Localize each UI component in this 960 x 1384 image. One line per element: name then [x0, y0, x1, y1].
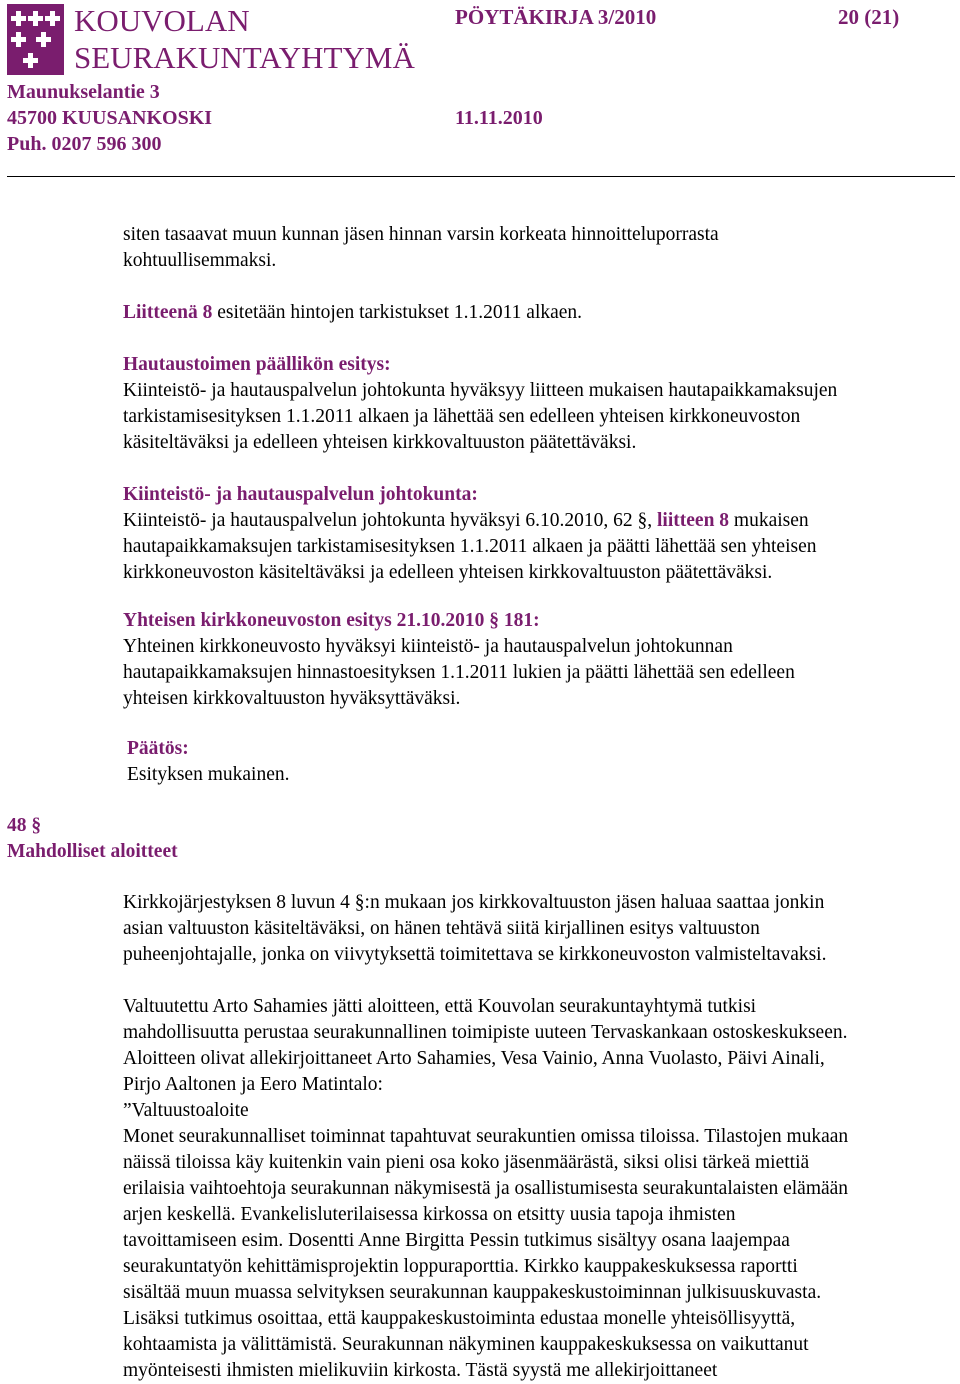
board-heading: Kiinteistö- ja hautauspalvelun johtokunta: [123, 484, 478, 505]
text-line: Lisäksi tutkimus osoittaa, että kauppakeskustoiminta edustaa monelle yhteisöllisyyttä, [123, 1308, 796, 1329]
text-line [123, 508, 958, 534]
council-section [123, 608, 958, 712]
org-name [74, 2, 415, 76]
text-line: hautapaikkamaksujen tarkistamisesityksen 1.1.2011 alkaen ja päätti lähettää sen yhteisen [123, 536, 817, 557]
text-line: Kiinteistö- ja hautauspalvelun johtokunta hyväksyy liitteen mukaisen hautapaikkamaksujen [123, 380, 838, 401]
text-line: näissä tiloissa käy kuitenkin vain pieni osa koko jäsenmäärästä, siksi olisi tärkeä miettiä [123, 1152, 810, 1173]
text-line: ”Valtuustoaloite [123, 1100, 249, 1121]
meeting-date: 11.11.2010 [455, 107, 543, 129]
text-line: Aloitteen olivat allekirjoittaneet Arto Sahamies, Vesa Vainio, Anna Vuolasto, Päivi Ainali, [123, 1048, 825, 1069]
crosses-icon [7, 4, 64, 75]
text-line: käsiteltäväksi ja edelleen yhteisen kirkkovaltuuston päätettäväksi. [123, 432, 637, 453]
text-line: hautapaikkamaksujen hinnastoesityksen 1.1.2011 lukien ja päätti lähettää sen edelleen [123, 662, 795, 683]
text-span: mukaisen [729, 510, 809, 531]
text-line: siten tasaavat muun kunnan jäsen hinnan varsin korkeata hinnoitteluporrasta [123, 224, 719, 245]
initiative-paragraph [123, 994, 958, 1384]
intro-paragraph [123, 222, 958, 274]
text-line: kohtaamista ja välittämistä. Seurakunnan näkyminen kauppakeskuksessa on vaikuttanut [123, 1334, 809, 1355]
address-street: Maunukselantie 3 [7, 81, 160, 103]
text-line: Kirkkojärjestyksen 8 luvun 4 §:n mukaan jos kirkkovaltuuston jäsen haluaa saattaa jonkin [123, 892, 825, 913]
text-span: esitetään hintojen tarkistukset 1.1.2011 alkaen. [212, 302, 583, 323]
attachment-ref: Liitteenä 8 [123, 302, 213, 323]
council-heading: Yhteisen kirkkoneuvoston esitys 21.10.2010 § 181: [123, 610, 540, 631]
decision-heading: Päätös: [127, 738, 189, 759]
text-span: Kiinteistö- ja hautauspalvelun johtokunta hyväksyi 6.10.2010, 62 §, [123, 510, 658, 531]
text-line: yhteisen kirkkovaltuuston hyväksyttäväksi. [123, 688, 461, 709]
text-line [123, 300, 958, 326]
org-name-line1: KOUVOLAN [74, 3, 250, 38]
text-line: Monet seurakunnalliset toiminnat tapahtuvat seurakuntien omissa tiloissa. Tilastojen mukaan [123, 1126, 849, 1147]
text-line: kohtuullisemmaksi. [123, 250, 277, 271]
text-line: puheenjohtajalle, jonka on viivytyksettä toimitettava se kirkkoneuvoston valmisteltavaksi. [123, 944, 827, 965]
section-number: 48 § [7, 815, 42, 836]
church-order-paragraph [123, 890, 958, 968]
document-title: PÖYTÄKIRJA 3/2010 [455, 5, 657, 29]
decision-section [127, 736, 960, 788]
text-line: mahdollisuutta perustaa seurakunnallinen toimipiste uuteen Tervaskankaan ostoskeskukseen. [123, 1022, 848, 1043]
text-line: Yhteinen kirkkoneuvosto hyväksyi kiinteistö- ja hautauspalvelun johtokunnan [123, 636, 733, 657]
section-heading [7, 813, 178, 865]
text-line: Pirjo Aaltonen ja Eero Matintalo: [123, 1074, 383, 1095]
attachment-ref: liitteen 8 [657, 510, 730, 531]
text-line: asian valtuuston käsiteltäväksi, on hänen tehtävä siitä kirjallinen esitys valtuuston [123, 918, 760, 939]
text-line: kirkkoneuvoston käsiteltäväksi ja edelleen yhteisen kirkkovaltuuston päätettäväksi. [123, 562, 773, 583]
page-number: 20 (21) [838, 5, 900, 29]
logo-crosses [7, 4, 64, 75]
phone-number: Puh. 0207 596 300 [7, 133, 162, 155]
board-section [123, 482, 958, 586]
proposal-heading: Hautaustoimen päällikön esitys: [123, 354, 391, 375]
proposal-section [123, 352, 958, 456]
address-postal: 45700 KUUSANKOSKI [7, 107, 213, 129]
org-name-line2: SEURAKUNTAYHTYMÄ [74, 40, 415, 75]
text-line: myönteisesti ihmisten mielikuviin kirkosta. Tästä syystä me allekirjoittaneet [123, 1360, 718, 1381]
text-line: arjen keskellä. Evankelisluterilaisessa kirkossa on etsitty uusia tapoja ihmisten [123, 1204, 736, 1225]
header-divider [7, 176, 955, 177]
section-title: Mahdolliset aloitteet [7, 841, 178, 862]
text-line: sisältää muun muassa selvityksen seurakunnan kauppakeskustoiminnan julkisuuskuvasta. [123, 1282, 822, 1303]
text-line: tarkistamisesityksen 1.1.2011 alkaen ja lähettää sen edelleen yhteisen kirkkoneuvoston [123, 406, 801, 427]
attachment-paragraph [123, 300, 958, 326]
text-line: tavoittamiseen esim. Dosentti Anne Birgitta Pessin tutkimus sisältyy osana laajempaa [123, 1230, 790, 1251]
text-line: erilaisia vaihtoehtoja seurakunnan näkymisestä ja osallistumisesta seurakuntalaisten elämään [123, 1178, 849, 1199]
text-line: Valtuutettu Arto Sahamies jätti aloitteen, että Kouvolan seurakuntayhtymä tutkisi [123, 996, 757, 1017]
text-line: seurakuntatyön kehittämisprojektin loppuraporttia. Kirkko kauppakeskuksessa raportti [123, 1256, 798, 1277]
decision-text: Esityksen mukainen. [127, 764, 290, 785]
